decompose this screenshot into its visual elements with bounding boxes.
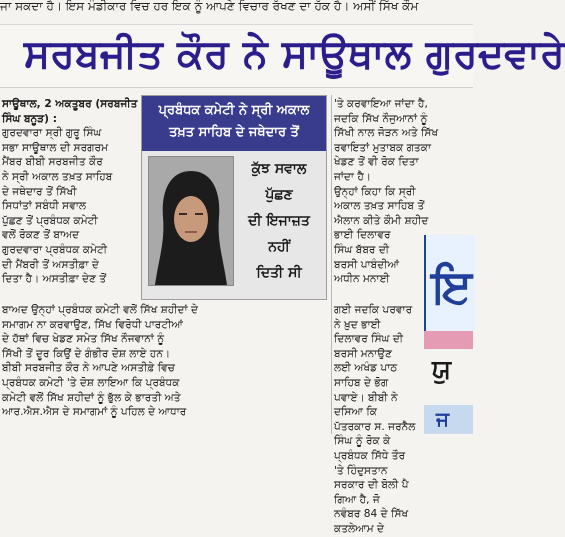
bottom-left-line-2: ਸਮਾਗਮ ਨਾ ਕਰਵਾਉਣ, ਸਿੱਖ ਵਿਰੋਧੀ ਪਾਰਟੀਆਂ	[2, 318, 183, 331]
right-line-8: ਅਕਾਲ ਤਖ਼ਤ ਸਾਹਿਬ ਤੋਂ	[334, 200, 425, 213]
previous-article-fragment	[0, 0, 473, 22]
left-line-8: ਵਲੋਂ ਰੋਕਣ ਤੋਂ ਬਾਅਦ	[2, 229, 80, 242]
right-line-5: ਖੇਡਣ ਤੋਂ ਵੀ ਰੋਕ ਦਿਤਾ	[334, 156, 419, 169]
right-line-13: ਅਧੀਨ ਮਨਾਈ	[334, 273, 390, 286]
left-line-6: ਸਿਧਾਂਤਾਂ ਸਬੰਧੀ ਸਵਾਲ	[2, 200, 87, 213]
pull-quote-header-line-2: ਤਖ਼ਤ ਸਾਹਿਬ ਦੇ ਜਥੇਦਾਰ ਤੋਂ	[169, 125, 299, 140]
bottom-right-line-2: ਦਿਲਾਵਰ ਸਿੰਘ ਦੀ ਬਰਸੀ ਮਨਾਉਣ	[334, 333, 404, 360]
right-line-11: ਸਿੰਘ ਬੱਬਰ ਦੀ	[334, 243, 390, 256]
ad-pink-stripe	[424, 331, 473, 349]
bottom-left-line-8: ਆਰ.ਐਸ.ਐਸ ਦੇ ਸਮਾਗਮਾਂ ਨੂੰ ਪਹਿਲ ਦੇ ਆਧਾਰ	[2, 406, 187, 419]
right-line-7: ਉਨ੍ਹਾਂ ਕਿਹਾ ਕਿ ਸ੍ਰੀ	[334, 185, 416, 198]
pull-quote-text	[234, 156, 324, 286]
bottom-left-line-3: ਦੇ ਹੱਥਾਂ ਵਿਚ ਖੇਡਣ ਸਮੇਤ ਸਿੱਖ ਨੌਜਵਾਨਾਂ ਨੂੰ	[2, 333, 165, 346]
headline-banner	[0, 24, 565, 88]
right-line-12: ਬਰਸੀ ਪਾਬੰਦੀਆਂ	[334, 258, 400, 271]
previous-article-text: ਜਾ ਸਕਦਾ ਹੈ। ਇਸ ਮੰਡੀਕਾਰ ਵਿਚ ਹਰ ਇਕ ਨੂੰ ਆਪਣੇ ਵਿਚਾਰ ਰੱਖਣ ਦਾ ਹੱਕ ਹੈ। ਅਸੀਂ ਸਿੱਖ ਕੌਮ	[0, 0, 419, 13]
bottom-left-line-5: ਬੀਬੀ ਸਰਬਜੀਤ ਕੌਰ ਨੇ ਆਪਣੇ ਅਸਤੀਫ਼ੇ ਵਿਚ	[2, 362, 175, 375]
right-line-1: 'ਤੇ ਕਰਵਾਇਆ ਜਾਂਦਾ ਹੈ,	[334, 98, 428, 110]
pull-quote-line-1: ਕੁੱਝ ਸਵਾਲ	[251, 161, 307, 177]
pull-quote-line-5: ਦਿਤੀ ਸੀ	[256, 265, 302, 281]
bottom-right-line-3: ਲਈ ਅਖੰਡ ਪਾਠ ਸਾਹਿਬ ਦੇ ਭੋਗ	[334, 362, 398, 389]
left-line-4: ਨੇ ਸ੍ਰੀ ਅਕਾਲ ਤਖ਼ਤ ਸਾਹਿਬ	[2, 170, 113, 183]
pull-quote-header	[142, 96, 326, 151]
bottom-right-column	[334, 303, 418, 535]
left-line-1: ਗੁਰਦਵਾਰਾ ਸ੍ਰੀ ਗੁਰੂ ਸਿੰਘ	[2, 127, 102, 140]
bottom-right-line-1: ਗਈ ਜਦਕਿ ਪਰਵਾਰ ਨੇ ਖ਼ੁਦ ਭਾਈ	[334, 304, 413, 331]
right-line-9: ਐਲਾਨ ਕੀਤੇ ਕੌਮੀ ਸ਼ਹੀਦ	[334, 214, 429, 227]
ad-large-letter: ਇ	[432, 259, 472, 313]
left-line-2: ਸਭਾ ਸਾਊਥਾਲ ਦੀ ਸਰਗਰਮ	[2, 141, 109, 154]
bottom-right-line-5: ਪੱਤਰਕਾਰ ਸ. ਜਰਨੈਲ ਸਿੰਘ ਨੂੰ ਰੋਕ ਕੇ	[334, 420, 416, 448]
portrait-photo	[148, 156, 234, 286]
dateline: ਸਾਊਥਾਲ, 2 ਅਕਤੂਬਰ (ਸਰਬਜੀਤ ਸਿੰਘ ਬਨੂੜ) :	[2, 98, 138, 125]
bottom-right-line-7: ਸਰਕਾਰ ਦੀ ਬੋਲੀ ਪੈ ਗਿਆ ਹੈ, ਜੋ	[334, 479, 409, 506]
adjacent-advertisement	[418, 235, 473, 434]
ad-middle-text: ਯੁ	[432, 355, 452, 385]
left-line-5: ਦੇ ਜਥੇਦਾਰ ਤੋਂ ਸਿੱਖੀ	[2, 185, 77, 198]
pull-quote-header-line-1: ਪ੍ਰਬੰਧਕ ਕਮੇਟੀ ਨੇ ਸ੍ਰੀ ਅਕਾਲ	[158, 103, 310, 118]
left-line-11: ਦਿਤਾ ਹੈ। ਅਸਤੀਫ਼ਾ ਦੇਣ ਤੋਂ	[2, 273, 107, 286]
pull-quote-line-3: ਦੀ ਇਜਾਜ਼ਤ	[248, 213, 310, 229]
right-line-6: ਜਾਂਦਾ ਹੈ।	[334, 170, 371, 183]
left-line-3: ਮੈਂਬਰ ਬੀਬੀ ਸਰਬਜੀਤ ਕੌਰ	[2, 156, 103, 169]
right-line-4: ਰਵਾਇਤਾਂ ਮੁਤਾਬਕ ਗਤਕਾ	[334, 141, 431, 154]
column-divider	[331, 95, 332, 434]
left-line-9: ਗੁਰਦਵਾਰਾ ਪ੍ਰਬੰਧਕ ਕਮੇਟੀ	[2, 243, 108, 256]
right-line-2: ਜਦਕਿ ਸਿੱਖ ਨੌਜੁਆਨਾਂ ਨੂੰ	[334, 112, 428, 125]
left-column	[2, 97, 138, 300]
bottom-right-line-4: ਪਵਾਏ। ਬੀਬੀ ਨੇ ਦਸਿਆ ਕਿ	[334, 391, 398, 419]
portrait-figure-icon	[149, 157, 233, 285]
bottom-right-line-8: ਨਵੰਬਰ 84 ਦੇ ਸਿੱਖ ਕਤਲੇਆਮ ਦੇ	[334, 508, 409, 535]
bottom-left-line-1: ਬਾਅਦ ਉਨ੍ਹਾਂ ਪ੍ਰਬੰਧਕ ਕਮੇਟੀ ਵਲੋਂ ਸਿੱਖ ਸ਼ਹੀਦਾਂ ਦੇ	[2, 304, 198, 316]
headline-text: ਸਰਬਜੀਤ ਕੌਰ ਨੇ ਸਾਊਥਾਲ ਗੁਰਦਵਾਰੇ	[24, 32, 565, 77]
ad-bottom-text: ਜ	[436, 407, 450, 431]
bottom-left-line-6: ਪ੍ਰਬੰਧਕ ਕਮੇਟੀ 'ਤੇ ਦੋਸ਼ ਲਾਇਆ ਕਿ ਪ੍ਰਬੰਧਕ	[2, 376, 180, 389]
right-line-3: ਸਿੱਖੀ ਨਾਲ ਜੋੜਨ ਅਤੇ ਸਿੱਖ	[334, 127, 439, 140]
right-line-10: ਭਾਈ ਦਿਲਾਵਰ	[334, 229, 391, 242]
bottom-right-line-6: ਪ੍ਰਬੰਧਕ ਸਿੱਧੇ ਤੌਰ 'ਤੇ ਹਿੰਦੁਸਤਾਨ	[334, 449, 406, 477]
bottom-left-line-4: ਸਿੱਖੀ ਤੋਂ ਦੂਰ ਕਿਉਂ ਦੇ ਗੰਭੀਰ ਦੋਸ਼ ਲਾਏ ਹਨ।	[2, 347, 171, 360]
bottom-left-column	[2, 303, 326, 434]
left-line-10: ਦੀ ਮੈਂਬਰੀ ਤੋਂ ਅਸਤੀਫ਼ਾ ਦੇ	[2, 258, 99, 271]
bottom-left-line-7: ਕਮੇਟੀ ਵਲੋਂ ਸਿੱਖ ਸ਼ਹੀਦਾਂ ਨੂੰ ਭੁੱਲ ਕੇ ਭਾਰਤੀ ਅਤੇ	[2, 391, 181, 404]
pull-quote-box	[141, 95, 327, 300]
pull-quote-line-4: ਨਹੀਂ	[268, 239, 290, 255]
left-line-7: ਪੁੱਛਣ ਤੋਂ ਪ੍ਰਬੰਧਕ ਕਮੇਟੀ	[2, 214, 98, 227]
pull-quote-line-2: ਪੁੱਛਣ	[265, 187, 293, 203]
ad-bottom-band	[424, 405, 473, 434]
